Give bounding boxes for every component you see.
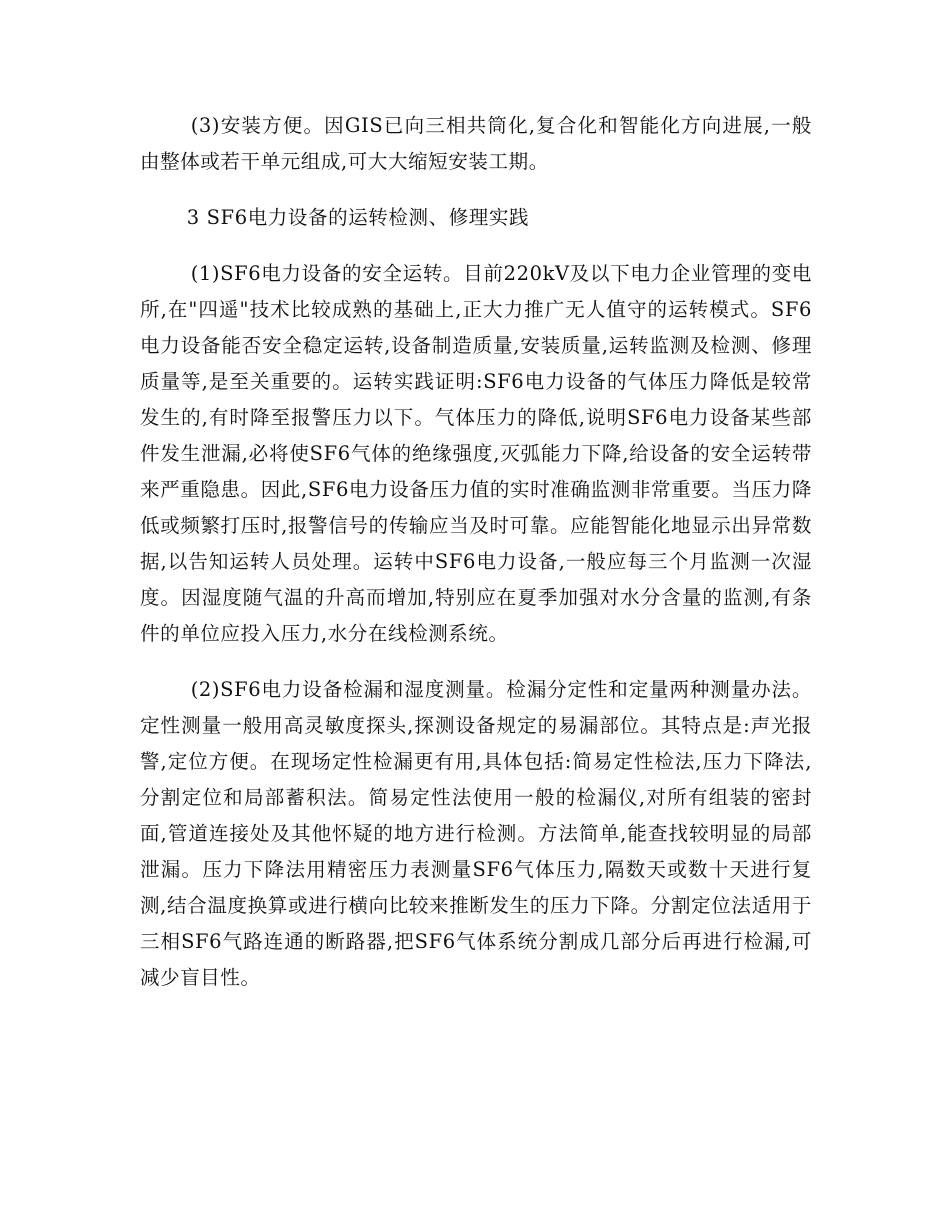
paragraph-leak-humidity-test: (2)SF6电力设备检漏和湿度测量。检漏分定性和定量两种测量办法。定性测量一般用高灵敏度探头,探测设备规定的易漏部位。其特点是:声光报警,定位方便。在现场定性检漏更有用,具体包括:简易定性检法,压力下降法,分割定位和局部蓄积法。简易定性法使用一般的检漏仪,对所有组装的密封面,管道连接处及其他怀疑的地方进行检测。方法简单,能查找较明显的局部泄漏。压力下降法用精密压力表测量SF6气体压力,隔数天或数十天进行复测,结合温度换算或进行横向比较来推断发生的压力下降。分割定位法适用于三相SF6气路连通的断路器,把SF6气体系统分割成几部分后再进行检漏,可减少盲目性。: [140, 678, 812, 989]
document-page: [140, 108, 812, 996]
section-heading-3: 3 SF6电力设备的运转检测、修理实践: [186, 206, 530, 229]
paragraph-installation-convenience: (3)安装方便。因GIS已向三相共筒化,复合化和智能化方向进展,一般由整体或若干单元组成,可大大缩短安装工期。: [140, 114, 812, 173]
paragraph-safe-operation: (1)SF6电力设备的安全运转。目前220kV及以下电力企业管理的变电所,在"四遥"技术比较成熟的基础上,正大力推广无人值守的运转模式。SF6电力设备能否安全稳定运转,设备制造质量,安装质量,运转监测及检测、修理质量等,是至关重要的。运转实践证明:SF6电力设备的气体压力降低是较常发生的,有时降至报警压力以下。气体压力的降低,说明SF6电力设备某些部件发生泄漏,必将使SF6气体的绝缘强度,灭弧能力下降,给设备的安全运转带来严重隐患。因此,SF6电力设备压力值的实时准确监测非常重要。当压力降低或频繁打压时,报警信号的传输应当及时可靠。应能智能化地显示出异常数据,以告知运转人员处理。运转中SF6电力设备,一般应每三个月监测一次湿度。因湿度随气温的升高而增加,特别应在夏季加强对水分含量的监测,有条件的单位应投入压力,水分在线检测系统。: [140, 262, 812, 645]
